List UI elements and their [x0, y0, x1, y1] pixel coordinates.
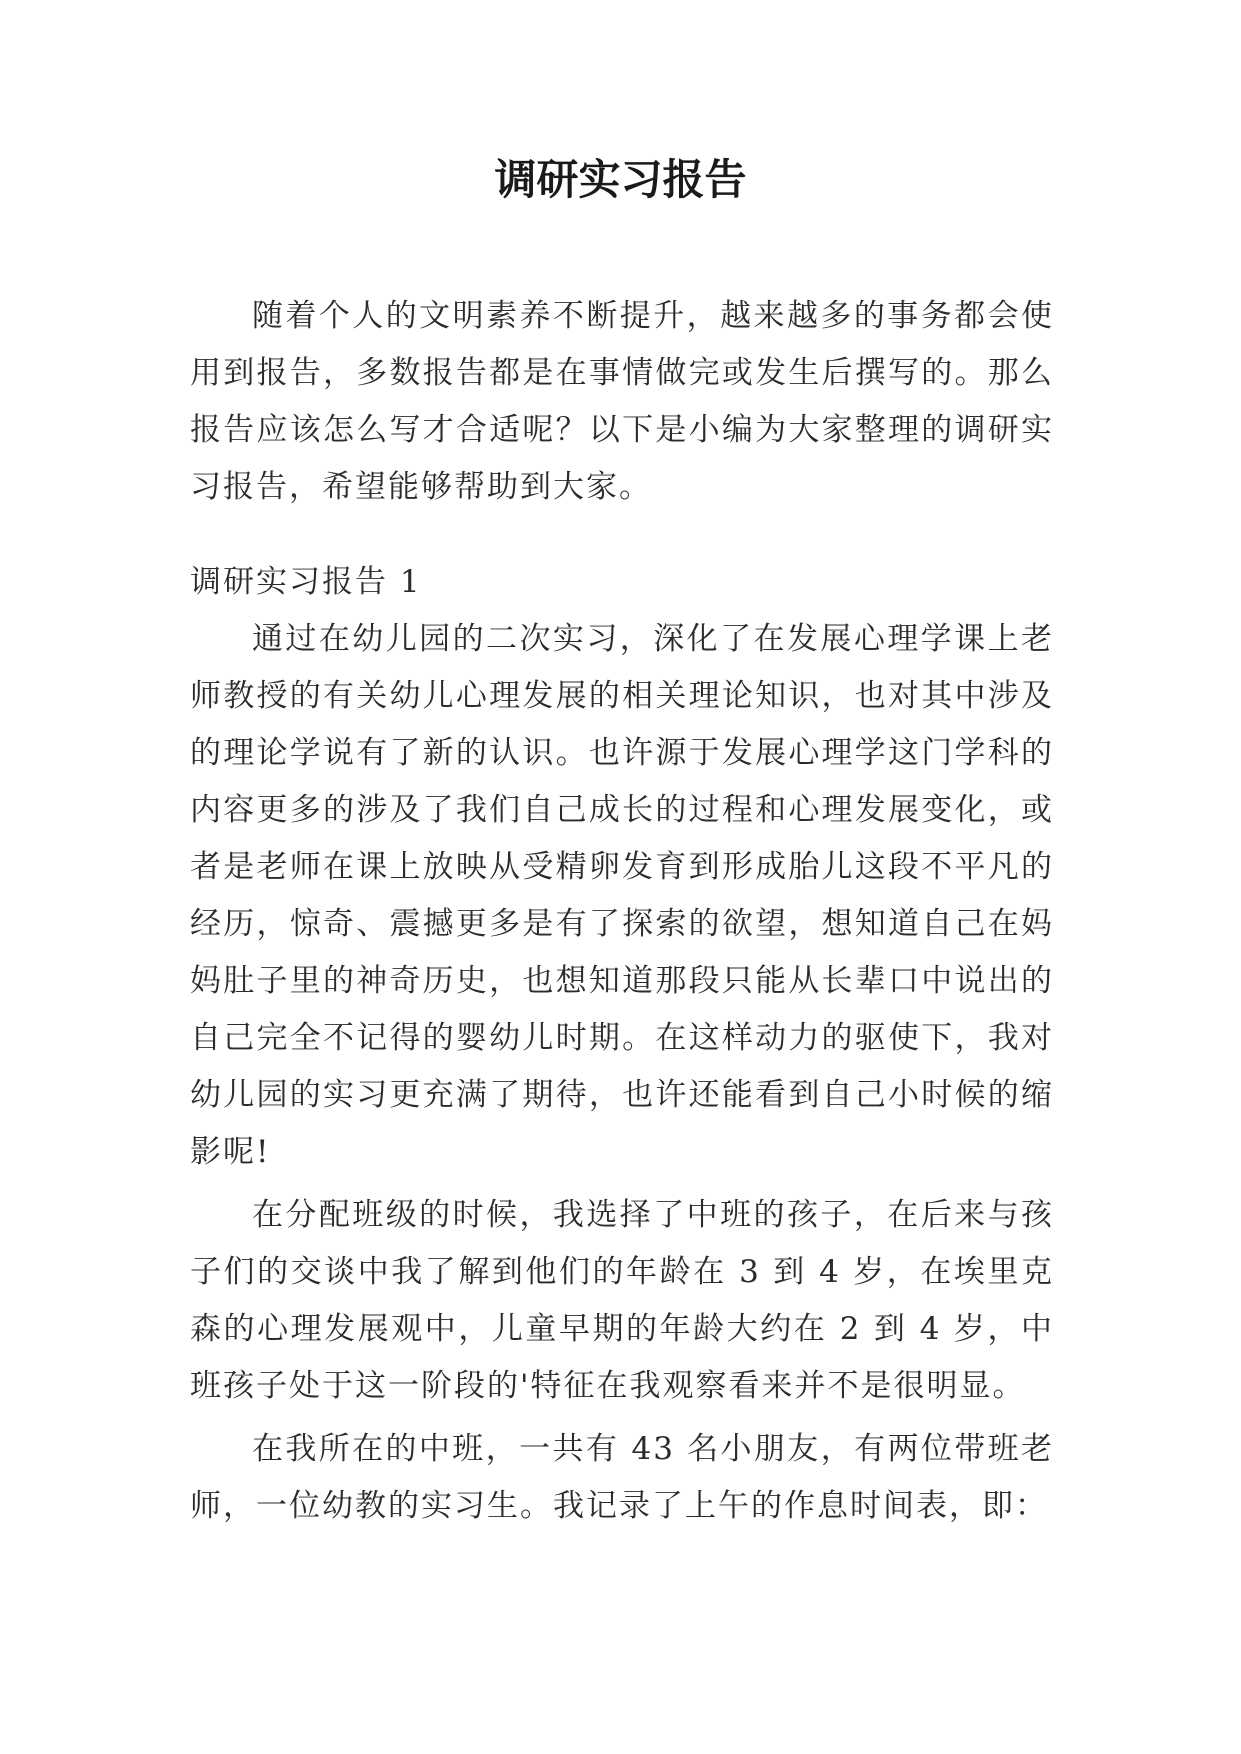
intro-paragraph: 随着个人的文明素养不断提升，越来越多的事务都会使用到报告，多数报告都是在事情做完或发生后撰写的。那么报告应该怎么写才合适呢？以下是小编为大家整理的调研实习报告，希望能够帮助到大家。	[190, 298, 1054, 505]
body-paragraph: 在我所在的中班，一共有 43 名小朋友，有两位带班老师，一位幼教的实习生。我记录了上午的作息时间表，即：	[190, 1431, 1054, 1524]
body-paragraph: 在分配班级的时候，我选择了中班的孩子，在后来与孩子们的交谈中我了解到他们的年龄在 3 到 4 岁，在埃里克森的心理发展观中，儿童早期的年龄大约在 2 到 4 岁，中班孩子处于这一阶段的'特征在我观察看来并不是很明显。	[190, 1197, 1054, 1404]
document-body	[190, 288, 1054, 1535]
section-heading: 调研实习报告 1	[190, 564, 422, 600]
body-paragraph: 通过在幼儿园的二次实习，深化了在发展心理学课上老师教授的有关幼儿心理发展的相关理论知识，也对其中涉及的理论学说有了新的认识。也许源于发展心理学这门学科的内容更多的涉及了我们自己成长的过程和心理发展变化，或者是老师在课上放映从受精卵发育到形成胎儿这段不平凡的经历，惊奇、震撼更多是有了探索的欲望，想知道自己在妈妈肚子里的神奇历史，也想知道那段只能从长辈口中说出的自己完全不记得的婴幼儿时期。在这样动力的驱使下，我对幼儿园的实习更充满了期待，也许还能看到自己小时候的缩影呢!	[190, 621, 1054, 1170]
document-title: 调研实习报告	[494, 155, 747, 204]
